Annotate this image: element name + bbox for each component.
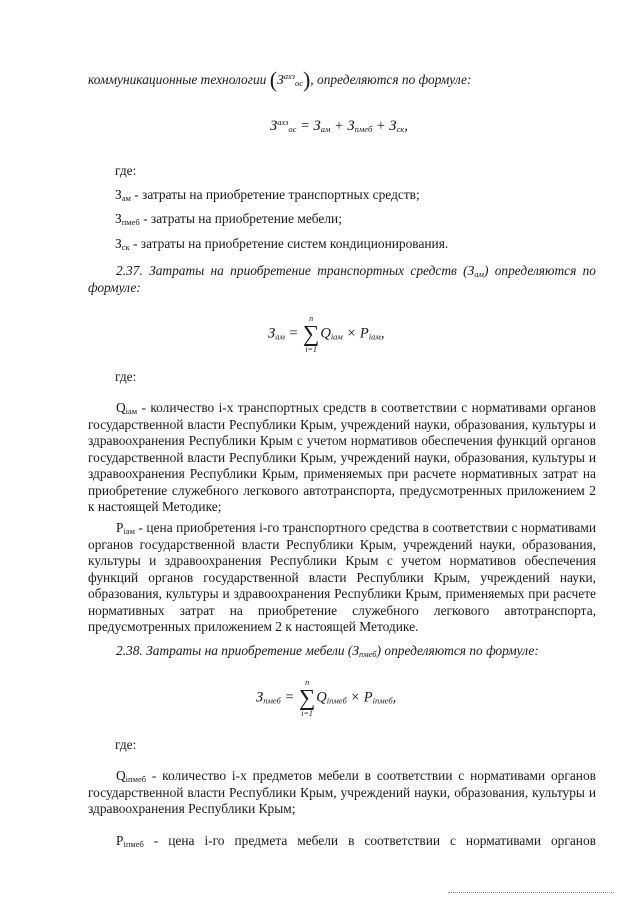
definition-p-ipmeb-text: - цена i-го предмета мебели в соответствии с нормативами органов <box>143 833 596 848</box>
formula-furniture-lhs: З <box>256 689 264 706</box>
definition-q-iam-text: - количество i-х транспортных средств в соответствии с нормативами органов государственной власти Республики Крым, учреждений науки, образования, культуры и здравоохранения Республики Крым с учетом нормативов обеспечения функций органов государственной власти Республики Крым, учреждений науки, образования, культуры и здравоохранения Республики Крым, применяемых при расчете нормативных затрат на приобретение служебного легкового автотранспорта, предусмотренных приложением 2 к настоящей Методике; <box>88 400 596 514</box>
definition-z-pmeb-sub: пмеб <box>121 217 140 227</box>
formula-total-term1-sub: ам <box>320 124 331 134</box>
formula-total-term2-sub: пмеб <box>354 124 373 134</box>
intro-symbol: З <box>277 72 284 87</box>
section-2-38-text-b: ) определяются по формуле: <box>376 643 539 658</box>
formula-total-term3: З <box>389 118 397 134</box>
section-2-37-heading <box>88 263 596 296</box>
definition-p-iam-symbol: P <box>116 520 124 535</box>
definition-z-am-text: - затраты на приобретение транспортных средств; <box>130 187 420 202</box>
formula-transport-q: Q <box>320 325 331 342</box>
formula-total-eq: = <box>296 118 314 134</box>
definition-z-sk-text: - затраты на приобретение систем кондиционирования. <box>129 236 449 251</box>
formula-furniture-sum-bottom: i=1 <box>301 709 313 718</box>
formula-transport-lhs-sub: ам <box>275 331 285 342</box>
intro-symbol-sup: ахз <box>283 71 295 81</box>
formula-furniture-p: P <box>363 689 373 706</box>
definition-q-ipmeb-sub: iпмеб <box>125 774 147 784</box>
formula-total-plus1: + <box>330 118 348 134</box>
definition-z-pmeb-text: - затраты на приобретение мебели; <box>139 211 342 226</box>
definition-p-iam <box>88 520 596 636</box>
section-2-38-heading <box>116 643 539 660</box>
formula-transport-p-sub: iам <box>368 331 381 342</box>
definition-z-sk-sub: ск <box>121 242 130 252</box>
section-2-38-text-a: 2.38. Затраты на приобретение мебели (З <box>116 643 359 658</box>
definition-q-iam-sub: iам <box>125 406 138 416</box>
definition-z-sk <box>115 236 448 253</box>
formula-total-term3-sub: ск <box>396 124 405 134</box>
formula-furniture-tail: , <box>392 689 397 706</box>
formula-transport-q-sub: iам <box>330 331 343 342</box>
definition-z-pmeb-symbol: З <box>115 211 122 226</box>
formula-total-lhs: З <box>270 118 278 134</box>
definition-q-ipmeb-symbol: Q <box>116 768 126 783</box>
intro-symbol-sub: ос <box>294 78 303 88</box>
definition-p-iam-sub: iам <box>123 526 135 536</box>
definition-p-ipmeb-symbol: P <box>116 833 124 848</box>
formula-furniture-times: × <box>346 689 364 706</box>
definition-p-ipmeb-sub: iпмеб <box>123 839 144 849</box>
definition-z-am-symbol: З <box>115 187 122 202</box>
formula-transport <box>268 314 384 354</box>
definition-z-pmeb <box>115 211 342 228</box>
formula-furniture-eq: = <box>280 689 298 706</box>
formula-total-lhs-sup: ахз <box>277 117 289 127</box>
formula-transport-sum-symbol: ∑ <box>302 321 320 346</box>
intro-line: коммуникационные технологии $(З^{ахз}_{ос})$, определяются по формуле: <box>88 67 472 92</box>
definition-z-am-sub: ам <box>121 193 131 203</box>
definition-p-iam-text: - цена приобретения i-го транспортного средства в соответствии с нормативами органов государственной власти Республики Крым, учреждений науки, образования, культуры и здравоохранения Республики Крым с учетом нормативов обеспечения функций органов государственной власти Республики Крым, учреждений науки, образования, культуры и здравоохранения Республики Крым, применяемых при расчете нормативных затрат на приобретение служебного легкового автотранспорта, предусмотренных приложением 2 к настоящей Методике. <box>88 520 596 634</box>
formula-furniture-sum-top: n <box>305 678 310 687</box>
formula-furniture-sum <box>299 678 315 718</box>
where-label-2: где: <box>115 369 137 384</box>
definition-z-sk-symbol: З <box>115 236 122 251</box>
definition-q-ipmeb <box>88 768 596 818</box>
formula-transport-tail: , <box>380 325 385 342</box>
formula-furniture-q: Q <box>316 689 327 706</box>
section-2-37-sub: ам <box>474 269 484 279</box>
where-label-1: где: <box>115 163 137 178</box>
formula-total-term2: З <box>347 118 355 134</box>
formula-total-tail: , <box>404 118 408 134</box>
formula-transport-times: × <box>342 325 360 342</box>
formula-transport-eq: = <box>284 325 302 342</box>
definition-p-ipmeb <box>116 833 596 850</box>
footer-dotted-line <box>448 892 614 893</box>
formula-transport-sum-top: n <box>309 314 314 323</box>
formula-transport-p: P <box>359 325 369 342</box>
formula-total-term1: З <box>313 118 321 134</box>
definition-q-iam-symbol: Q <box>116 400 126 415</box>
formula-furniture-p-sub: iпмеб <box>372 695 393 706</box>
formula-transport-sum <box>303 314 319 354</box>
formula-total <box>270 118 408 135</box>
intro-text-a: коммуникационные технологии <box>88 72 267 87</box>
section-2-37-text-a: 2.37. Затраты на приобретение транспортных средств (З <box>116 263 475 278</box>
definition-z-am <box>115 187 420 204</box>
definition-q-ipmeb-text: - количество i-х предметов мебели в соответствии с нормативами органов государственной власти Республики Крым, учреждений науки, образования, культуры и здравоохранения Республики Крым; <box>88 768 596 816</box>
formula-furniture-lhs-sub: пмеб <box>263 695 281 706</box>
formula-transport-sum-bottom: i=1 <box>305 345 317 354</box>
formula-total-lhs-sub: ос <box>288 124 297 134</box>
formula-furniture-sum-symbol: ∑ <box>298 685 316 710</box>
intro-text-b: , определяются по формуле: <box>310 72 472 87</box>
formula-total-plus2: + <box>372 118 390 134</box>
formula-transport-lhs: З <box>268 325 276 342</box>
where-label-3: где: <box>115 737 137 752</box>
formula-furniture-q-sub: iпмеб <box>326 695 347 706</box>
definition-q-iam <box>88 400 596 516</box>
formula-furniture <box>256 678 396 718</box>
section-2-38-sub: пмеб <box>358 649 377 659</box>
section-2-37-text-b: ) определяются по формуле: <box>88 263 596 295</box>
